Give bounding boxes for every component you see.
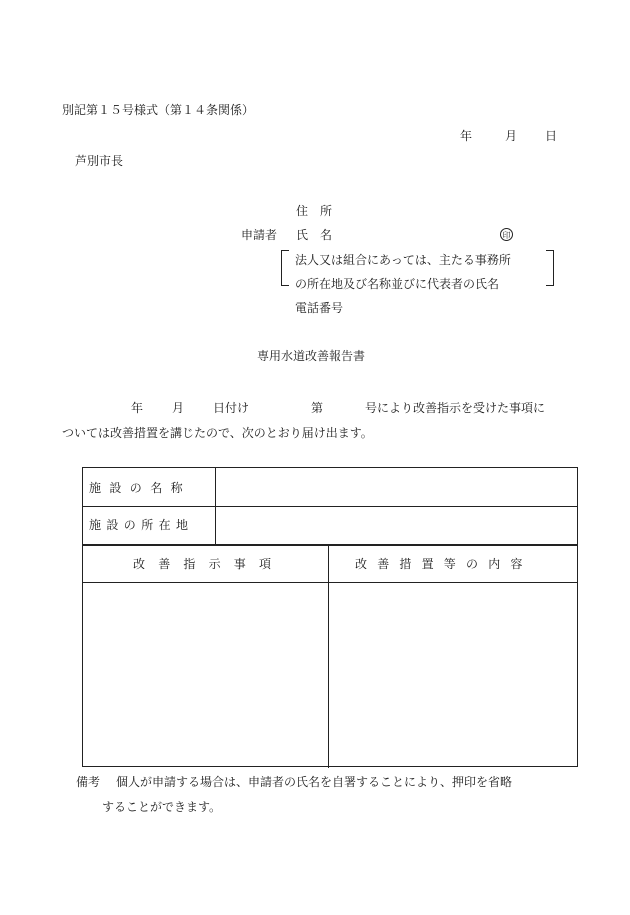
seal-mark: 印: [500, 228, 513, 241]
phone-label: 電話番号: [295, 301, 344, 315]
facility-name-label: 施設の名称: [89, 481, 192, 495]
body-number-prefix: 第: [311, 401, 324, 415]
address-label: 住 所: [296, 204, 333, 218]
body-line1-rest: 号により改善指示を受けた事項に: [365, 401, 546, 415]
measures-header: 改善措置等の内容: [355, 557, 533, 571]
remarks-line2: することができます。: [102, 800, 222, 814]
facility-location-label: 施設の所在地: [89, 518, 194, 532]
form-number: 別記第１５号様式（第１４条関係）: [62, 103, 255, 117]
body-month-label: 月: [172, 401, 185, 415]
right-bracket: [546, 250, 554, 286]
date-year-label: 年: [460, 129, 473, 143]
name-label: 氏 名: [296, 228, 333, 242]
table-divider-1: [83, 506, 577, 507]
measures-content-area[interactable]: [329, 583, 579, 768]
table-divider-2: [83, 544, 577, 546]
body-date-suffix: 日付け: [213, 401, 250, 415]
instruction-header: 改善指示事項: [133, 557, 285, 571]
applicant-role-label: 申請者: [241, 228, 278, 242]
body-year-label: 年: [131, 401, 144, 415]
date-month-label: 月: [505, 129, 518, 143]
date-day-label: 日: [545, 129, 558, 143]
table-label-divider: [215, 468, 216, 544]
instruction-content-area[interactable]: [83, 583, 328, 768]
remarks-label: 備考: [76, 775, 101, 789]
document-title: 専用水道改善報告書: [257, 349, 366, 363]
report-table: [82, 467, 578, 767]
corporation-note-line2: の所在地及び名称並びに代表者の氏名: [295, 277, 500, 291]
remarks-line1: 個人が申請する場合は、申請者の氏名を自署することにより、押印を省略: [116, 775, 513, 789]
corporation-note-line1: 法人又は組合にあっては、主たる事務所: [295, 253, 511, 267]
recipient: 芦別市長: [75, 154, 124, 168]
left-bracket: [281, 250, 289, 286]
body-line2: ついては改善措置を講じたので、次のとおり届け出ます。: [62, 426, 373, 440]
